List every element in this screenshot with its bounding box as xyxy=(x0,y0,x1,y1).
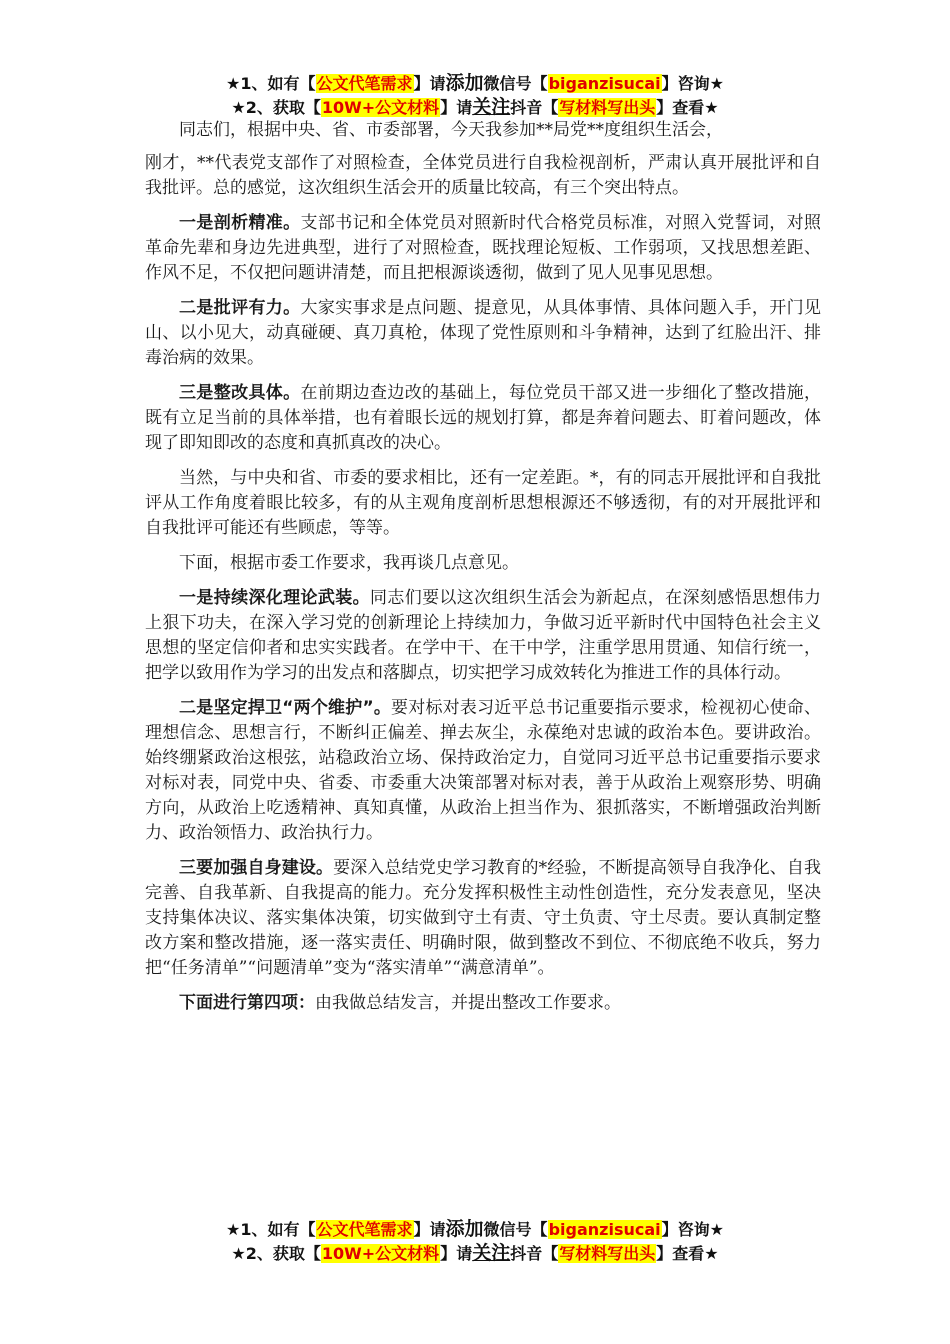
banner-emphasis: 关注 xyxy=(472,1242,511,1264)
banner-text: 】咨询★ xyxy=(661,74,724,93)
highlight-douyin-account: 写材料写出头 xyxy=(559,1244,656,1263)
banner-text: 微信号【 xyxy=(483,1220,548,1239)
highlight-materials: 10W+公文材料 xyxy=(321,1244,440,1263)
point-heading: 三是整改具体。 xyxy=(179,383,301,403)
point-text: 在前期边查边改的基础上，每位党员干部又进一步细化了整改措施，既有立足当前的具体举措，也有着眼长远的规划打算，都是奔着问题去、盯着问题改，体现了即知即改的态度和真抓真改的决心。 xyxy=(145,383,822,453)
opinion-text: 要对标对表习近平总书记重要指示要求，检视初心使命、理想信念、思想言行，不断纠正偏差、掸去灰尘，永葆绝对忠诚的政治本色。要讲政治。始终绷紧政治这根弦，站稳政治立场、保持政治定力，自觉同习近平总书记重要指示要求对标对表，同党中央、省委、市委重大决策部署对标对表，善于从政治上观察形势、明确方向，从政治上吃透精神、真知真懂，从政治上担当作为、狠抓落实，不断增强政治判断力、政治领悟力、政治执行力。 xyxy=(145,698,821,843)
point-heading: 一是剖析精准。 xyxy=(179,213,301,233)
paragraph-gaps: 当然，与中央和省、市委的要求相比，还有一定差距。*，有的同志开展批评和自我批评从工作角度着眼比较多，有的从主观角度剖析思想根源还不够透彻，有的对开展批评和自我批评可能还有些顾虑，等等。 xyxy=(145,468,821,538)
highlight-service: 公文代笔需求 xyxy=(316,74,413,93)
paragraph-point-1 xyxy=(145,211,821,286)
banner-text: 】请 xyxy=(413,1220,446,1239)
opinion-heading: 二是坚定捍卫“两个维护”。 xyxy=(179,698,392,718)
opinion-text: 同志们要以这次组织生活会为新起点，在深刻感悟思想伟力上狠下功夫，在深入学习党的创新理论上持续加力，争做习近平新时代中国特色社会主义思想的坚定信仰者和忠实实践者。在学中干、在干中学，注重学思用贯通、知信行统一，把学以致用作为学习的出发点和落脚点，切实把学习成效转化为推进工作的具体行动。 xyxy=(145,588,822,683)
highlight-wechat-id: biganzisucai xyxy=(548,74,661,93)
banner-text: 】咨询★ xyxy=(661,1220,724,1239)
highlight-douyin-account: 写材料写出头 xyxy=(559,98,656,117)
banner-emphasis: 关注 xyxy=(472,96,511,118)
paragraph-opinion-1 xyxy=(145,586,821,686)
banner-text: 】请 xyxy=(440,1244,473,1263)
point-text: 大家实事求是点问题、提意见，从具体事情、具体问题入手，开门见山、以小见大，动真碰硬、真刀真枪，体现了党性原则和斗争精神，达到了红脸出汗、排毒治病的效果。 xyxy=(145,298,822,368)
paragraph-transition: 下面，根据市委工作要求，我再谈几点意见。 xyxy=(179,553,519,573)
banner-text: ★1、如有【 xyxy=(226,74,316,93)
speech-body xyxy=(145,118,821,1026)
banner-emphasis: 添加 xyxy=(445,72,484,94)
banner-text: 抖音【 xyxy=(510,1244,559,1263)
banner-text: ★2、获取【 xyxy=(231,98,321,117)
paragraph-summary: 刚才，**代表党支部作了对照检查，全体党员进行自我检视剖析，严肃认真开展批评和自我批评。总的感觉，这次组织生活会开的质量比较高，有三个突出特点。 xyxy=(145,153,821,198)
highlight-service: 公文代笔需求 xyxy=(316,1220,413,1239)
banner-line-1 xyxy=(0,71,950,95)
next-item-text: 由我做总结发言，并提出整改工作要求。 xyxy=(315,993,621,1013)
highlight-wechat-id: biganzisucai xyxy=(548,1220,661,1239)
banner-text: 】请 xyxy=(440,98,473,117)
banner-line-1 xyxy=(0,1217,950,1241)
banner-text: 抖音【 xyxy=(510,98,559,117)
opinion-heading: 一是持续深化理论武装。 xyxy=(179,588,370,608)
banner-text: ★2、获取【 xyxy=(231,1244,321,1263)
banner-line-2 xyxy=(0,1241,950,1265)
paragraph-opinion-2 xyxy=(145,696,821,846)
highlight-materials: 10W+公文材料 xyxy=(321,98,440,117)
bottom-banner xyxy=(0,1217,950,1265)
banner-text: ★1、如有【 xyxy=(226,1220,316,1239)
banner-text: 微信号【 xyxy=(483,74,548,93)
opinion-heading: 三要加强自身建设。 xyxy=(179,858,334,878)
paragraph-opinion-3 xyxy=(145,856,821,981)
banner-text: 】查看★ xyxy=(656,98,719,117)
point-text: 支部书记和全体党员对照新时代合格党员标准，对照入党誓词，对照革命先辈和身边先进典型，进行了对照检查，既找理论短板、工作弱项，又找思想差距、作风不足，不仅把问题讲清楚，而且把根源谈透彻，做到了见人见事见思想。 xyxy=(145,213,822,283)
banner-emphasis: 添加 xyxy=(445,1218,484,1240)
paragraph-opening: 同志们，根据中央、省、市委部署，今天我参加**局党**度组织生活会， xyxy=(179,120,723,140)
paragraph-next-item xyxy=(145,991,821,1016)
top-banner xyxy=(0,71,950,119)
paragraph-point-2 xyxy=(145,296,821,371)
next-item-heading: 下面进行第四项： xyxy=(179,993,315,1013)
opinion-text: 要深入总结党史学习教育的*经验，不断提高领导自我净化、自我完善、自我革新、自我提高的能力。充分发挥积极性主动性创造性，充分发表意见，坚决支持集体决议、落实集体决策，切实做到守土有责、守土负责、守土尽责。要认真制定整改方案和整改措施，逐一落实责任、明确时限，做到整改不到位、不彻底绝不收兵，努力把“任务清单”“问题清单”变为“落实清单”“满意清单”。 xyxy=(145,858,822,978)
banner-text: 】查看★ xyxy=(656,1244,719,1263)
point-heading: 二是批评有力。 xyxy=(179,298,301,318)
banner-line-2 xyxy=(0,95,950,119)
paragraph-point-3 xyxy=(145,381,821,456)
banner-text: 】请 xyxy=(413,74,446,93)
